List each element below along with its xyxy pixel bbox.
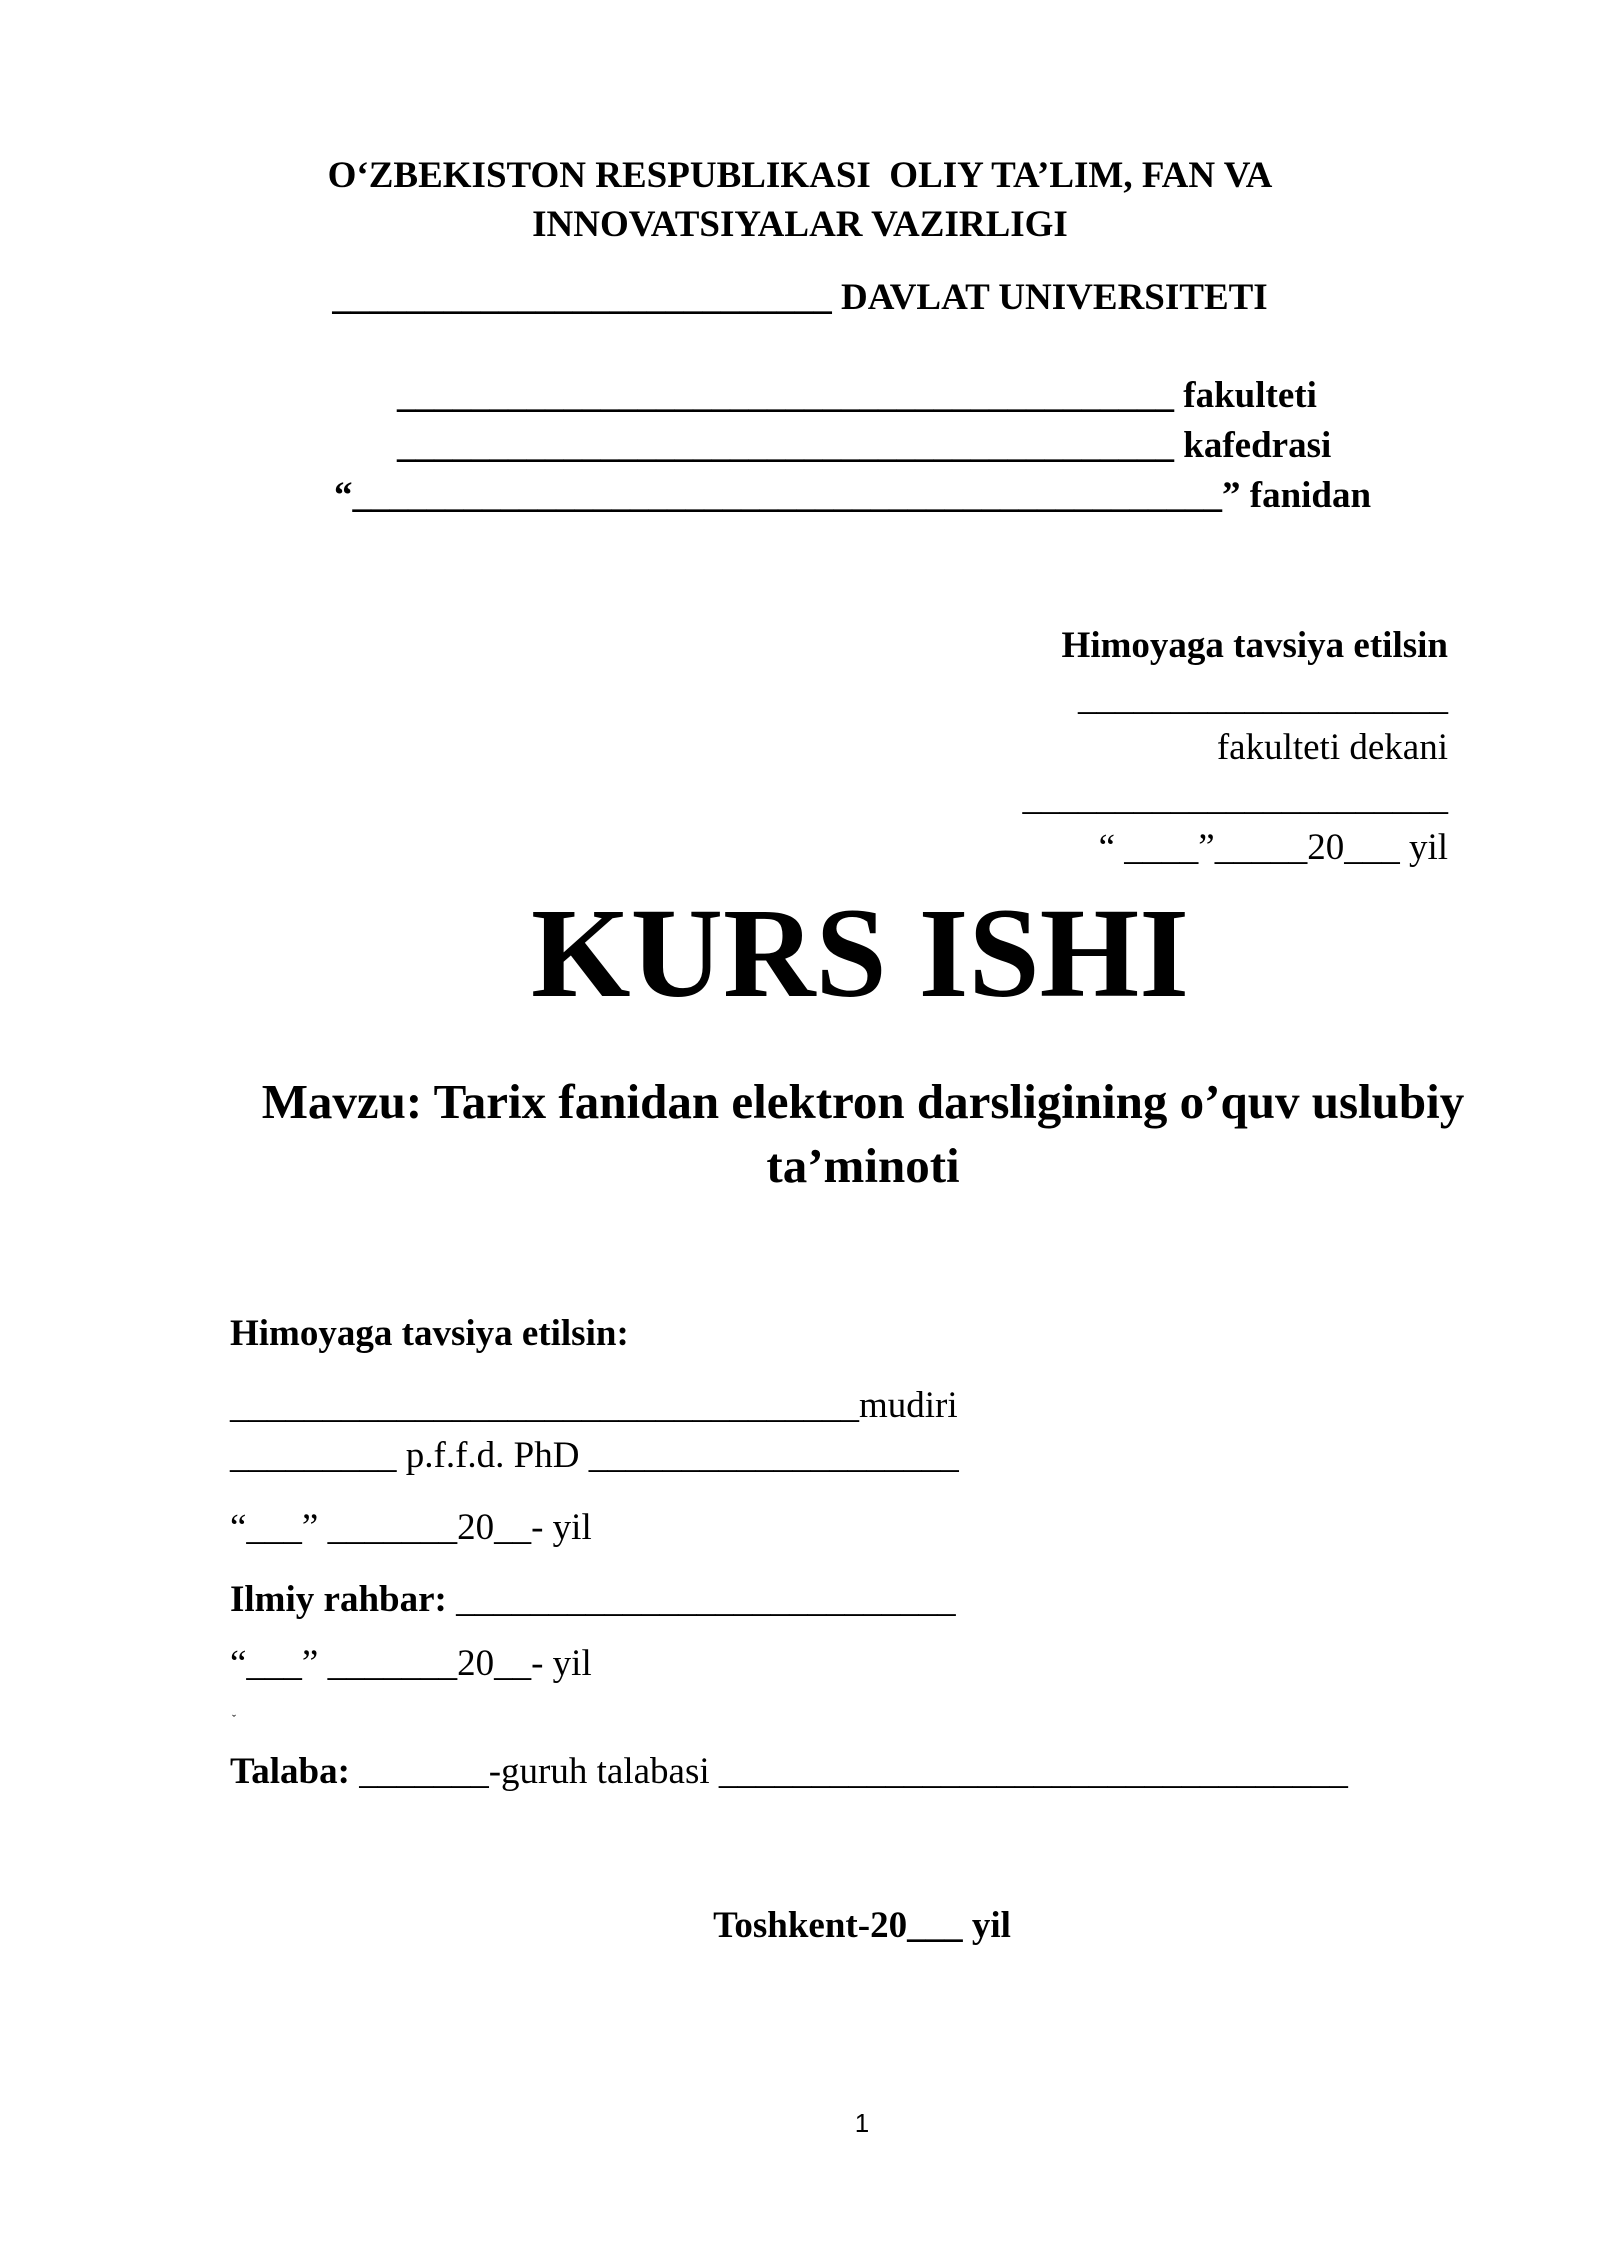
topic-line-1: Mavzu: Tarix fanidan elektron darsligining o’quv uslubiy [261, 1074, 1465, 1129]
student-row [230, 1750, 1348, 1793]
degree-line: _________ p.f.f.d. PhD ____________________ [230, 1435, 959, 1476]
faculty-line: __________________________________________ fakulteti [397, 375, 1317, 416]
dean-label: fakulteti dekani [1216, 727, 1448, 768]
approval-right-signature-line: ____________________ [1078, 677, 1448, 718]
ministry-line-2: INNOVATSIYALAR VAZIRLIGI [532, 204, 1068, 245]
approval-date-1: “___” _______20__- yil [230, 1507, 592, 1548]
approval-date-2: “___” _______20__- yil [230, 1643, 592, 1684]
approval-left-heading: Himoyaga tavsiya etilsin: [230, 1313, 629, 1354]
page-number: 1 [854, 2108, 870, 2138]
student-label: Talaba: [230, 1751, 350, 1792]
document-title: KURS ISHI [531, 882, 1189, 1024]
supervisor-row [230, 1578, 956, 1621]
supervisor-label: Ilmiy rahbar: [230, 1579, 447, 1620]
student-line: _______-guruh talabasi __________________________________ [349, 1751, 1348, 1792]
supervisor-line: ___________________________ [446, 1579, 956, 1620]
subject-line: “_______________________________________________” fanidan [334, 475, 1372, 516]
department-line: __________________________________________ kafedrasi [397, 425, 1332, 466]
topic-line-2: ta’minoti [766, 1138, 960, 1193]
ministry-line-1: O‘ZBEKISTON RESPUBLIKASI OLIY TA’LIM, FAN VA [327, 155, 1273, 196]
approval-right-name-line: _______________________ [1022, 777, 1448, 818]
approval-right-date: “ ____”_____20___ yil [1098, 827, 1448, 868]
small-mark: ˇ [232, 1712, 236, 1726]
approval-right-heading: Himoyaga tavsiya etilsin [1061, 625, 1448, 666]
head-of-department-line: __________________________________mudiri [230, 1385, 958, 1426]
university-line: ___________________________ DAVLAT UNIVERSITETI [332, 277, 1268, 318]
city-year: Toshkent-20___ yil [713, 1905, 1011, 1946]
